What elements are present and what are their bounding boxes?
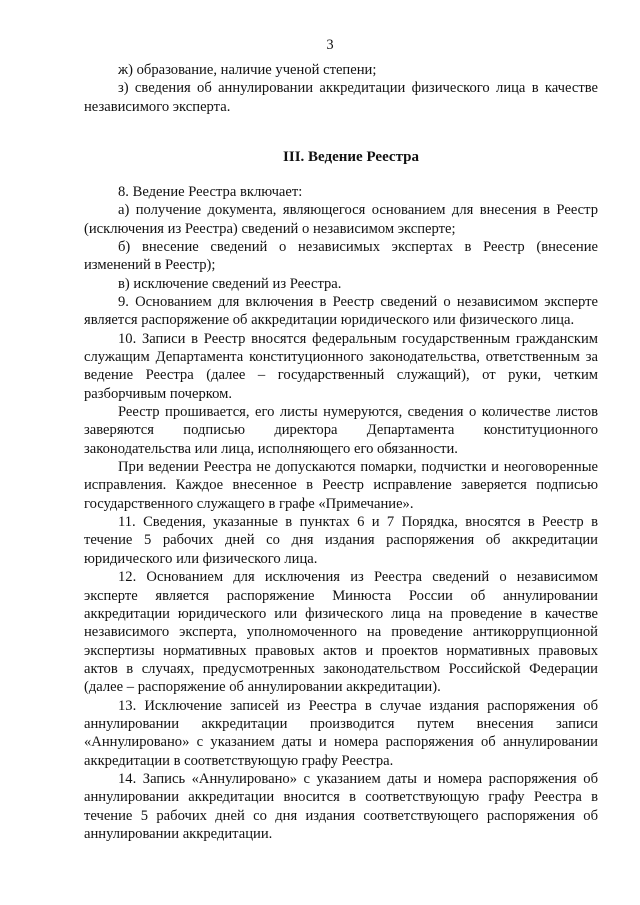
text-line: аннулировании аккредитации.	[84, 825, 273, 842]
paragraph	[84, 238, 598, 275]
text-line: (далее – распоряжение об аннулировании аккредитации).	[84, 679, 441, 696]
paragraph	[84, 403, 598, 458]
paragraph	[84, 275, 598, 293]
paragraph	[84, 458, 598, 513]
text-line: ж) образование, наличие ученой степени;	[118, 62, 377, 78]
text-line: 12. Основанием для исключения из Реестра сведений о независимом	[118, 569, 598, 586]
text-line: эксперте является распоряжение Минюста России об аннулировании	[84, 587, 598, 604]
text-line: законодательства или лица, исполняющего его обязанности.	[84, 440, 458, 457]
page-number: 3	[326, 37, 334, 53]
main-section	[84, 183, 598, 843]
text-line: в) исключение сведений из Реестра.	[118, 275, 342, 292]
text-line: ведение Реестра (далее – государственный служащий), от руки, четким	[84, 367, 598, 384]
text-line: Реестр прошивается, его листы нумеруются, сведения о количестве листов	[118, 404, 598, 421]
paragraph	[84, 513, 598, 568]
paragraph	[84, 183, 598, 201]
text-line: аннулировании аккредитации производится путем внесения записи	[84, 715, 598, 732]
paragraph	[84, 568, 598, 696]
text-line: течение 5 рабочих дней со дня издания соответствующего распоряжения об	[84, 807, 598, 824]
text-line: «Аннулировано» с указанием даты и номера распоряжения об аннулировании	[84, 734, 598, 751]
text-line: является распоряжение об аккредитации юридического или физического лица.	[84, 312, 575, 329]
paragraph	[84, 201, 598, 238]
text-line: юридического или физического лица.	[84, 550, 318, 567]
document-body	[84, 61, 598, 843]
text-line: течение 5 рабочих дней со дня издания распоряжения об аккредитации	[84, 532, 598, 549]
text-line: заверяются подписью директора Департамента конституционного	[84, 422, 598, 439]
text-line: аннулировании аккредитации вносится в соответствующую графу Реестра в	[84, 789, 598, 806]
paragraph	[84, 330, 598, 403]
text-line: аккредитации юридического или физического лица на проведение в качестве	[84, 605, 598, 622]
paragraph	[84, 293, 598, 330]
paragraph	[84, 61, 598, 79]
text-line: 14. Запись «Аннулировано» с указанием даты и номера распоряжения об	[118, 770, 598, 787]
paragraph	[84, 79, 598, 116]
text-line: независимого эксперта.	[84, 98, 231, 115]
text-line: государственного служащего в графе «Примечание».	[84, 495, 414, 512]
text-line: аккредитации в соответствующую графу Реестра.	[84, 752, 394, 769]
text-line: б) внесение сведений о независимых экспертах в Реестр (внесение	[118, 238, 598, 255]
text-line: разборчивым почерком.	[84, 385, 233, 402]
text-line: з) сведения об аннулировании аккредитации физического лица в качестве	[118, 80, 598, 97]
text-line: 11. Сведения, указанные в пунктах 6 и 7 Порядка, вносятся в Реестр в	[118, 514, 598, 531]
text-line: 9. Основанием для включения в Реестр сведений о независимом эксперте	[118, 294, 598, 310]
text-line: экспертизы нормативных правовых актов и проектов нормативных правовых	[84, 642, 598, 659]
text-line: 10. Записи в Реестр вносятся федеральным государственным гражданским	[118, 330, 598, 347]
section-heading: III. Ведение Реестра	[283, 149, 419, 166]
text-line: При ведении Реестра не допускаются помарки, подчистки и неоговоренные	[118, 459, 598, 476]
text-line: изменений в Реестр);	[84, 257, 216, 274]
text-line: независимого эксперта, уполномоченного на проведение антикоррупционной	[84, 624, 598, 641]
text-line: актов в случаях, предусмотренных законодательством Российской Федерации	[84, 660, 598, 677]
text-line: а) получение документа, являющегося основанием для внесения в Реестр	[118, 202, 598, 219]
intro-section	[84, 61, 598, 116]
paragraph	[84, 770, 598, 843]
text-line: 8. Ведение Реестра включает:	[118, 183, 303, 200]
text-line: служащим Департамента конституционного законодательства, ответственным за	[84, 349, 598, 366]
text-line: 13. Исключение записей из Реестра в случае издания распоряжения об	[118, 697, 598, 714]
text-line: (исключения из Реестра) сведений о независимом эксперте;	[84, 220, 456, 237]
text-line: исправления. Каждое внесенное в Реестр исправление заверяется подписью	[84, 477, 598, 494]
paragraph	[84, 697, 598, 770]
